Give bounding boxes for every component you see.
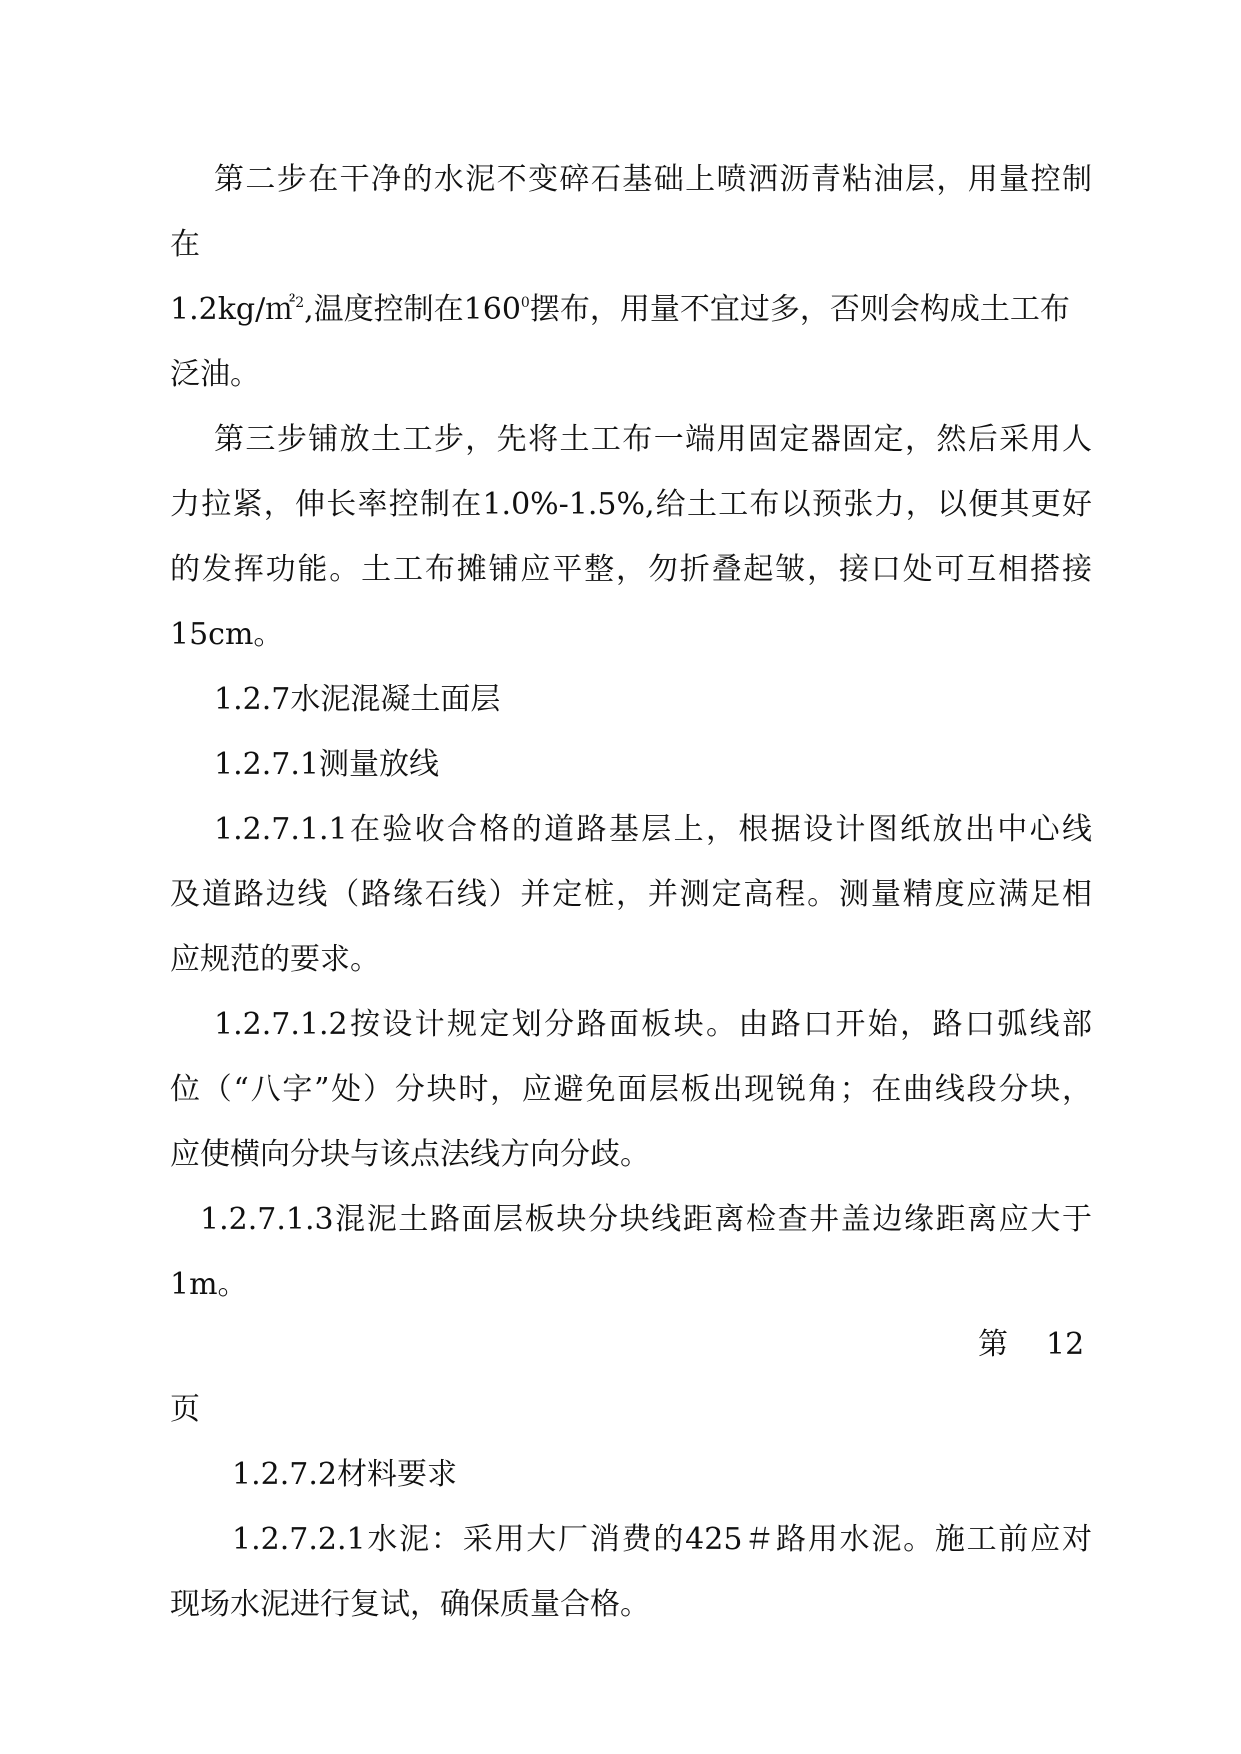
paragraph-2-line-3: 的发挥功能。土工布摊铺应平整，勿折叠起皱，接口处可互相搭接	[170, 552, 1092, 587]
heading-1-2-7-2: 1.2.7.2材料要求	[232, 1457, 457, 1492]
paragraph-6-line-2: 现场水泥进行复试，确保质量合格。	[170, 1587, 650, 1622]
paragraph-1-line-2: 在	[170, 227, 200, 262]
page-marker-suffix: 页	[170, 1392, 200, 1427]
paragraph-1-line-4: 泛油。	[170, 357, 260, 392]
heading-1-2-7-1: 1.2.7.1测量放线	[214, 747, 439, 782]
paragraph-4-line-3: 应使横向分块与该点法线方向分歧。	[170, 1137, 650, 1172]
paragraph-1-line-3-sup2: 0	[520, 295, 530, 311]
heading-1-2-7: 1.2.7水泥混凝土面层	[214, 682, 501, 717]
paragraph-4-line-2: 位（“八字”处）分块时，应避免面层板出现锐角；在曲线段分块，	[170, 1072, 1092, 1107]
paragraph-1-line-1: 第二步在干净的水泥不变碎石基础上喷洒沥青粘油层，用量控制	[214, 162, 1092, 197]
page-marker-prefix: 第	[978, 1327, 1008, 1362]
paragraph-1-line-3-a: 1.2kg/㎡	[170, 292, 296, 327]
paragraph-3-line-1: 1.2.7.1.1在验收合格的道路基层上，根据设计图纸放出中心线	[214, 812, 1092, 847]
paragraph-1-line-3-sup: 2	[295, 295, 305, 311]
paragraph-5-line-2: 1m。	[170, 1267, 248, 1302]
paragraph-1-line-3-c: 摆布，用量不宜过多，否则会构成土工布	[529, 292, 1070, 327]
paragraph-4-line-1: 1.2.7.1.2按设计规定划分路面板块。由路口开始，路口弧线部	[214, 1007, 1092, 1042]
paragraph-2-line-2: 力拉紧，伸长率控制在1.0%-1.5%,给土工布以预张力，以便其更好	[170, 487, 1092, 522]
paragraph-3-line-2: 及道路边线（路缘石线）并定桩，并测定高程。测量精度应满足相	[170, 877, 1092, 912]
paragraph-2-line-4: 15cm。	[170, 617, 284, 652]
paragraph-1-line-3-b: ,温度控制在160	[304, 292, 521, 327]
paragraph-5-line-1: 1.2.7.1.3混泥土路面层板块分块线距离检查井盖边缘距离应大于	[200, 1202, 1092, 1237]
page-marker-number: 12	[1046, 1327, 1085, 1362]
paragraph-3-line-3: 应规范的要求。	[170, 942, 380, 977]
paragraph-6-line-1: 1.2.7.2.1水泥：采用大厂消费的425＃路用水泥。施工前应对	[232, 1522, 1092, 1557]
paragraph-1-line-3	[170, 290, 1092, 330]
paragraph-2-line-1: 第三步铺放土工步，先将土工布一端用固定器固定，然后采用人	[214, 422, 1092, 457]
